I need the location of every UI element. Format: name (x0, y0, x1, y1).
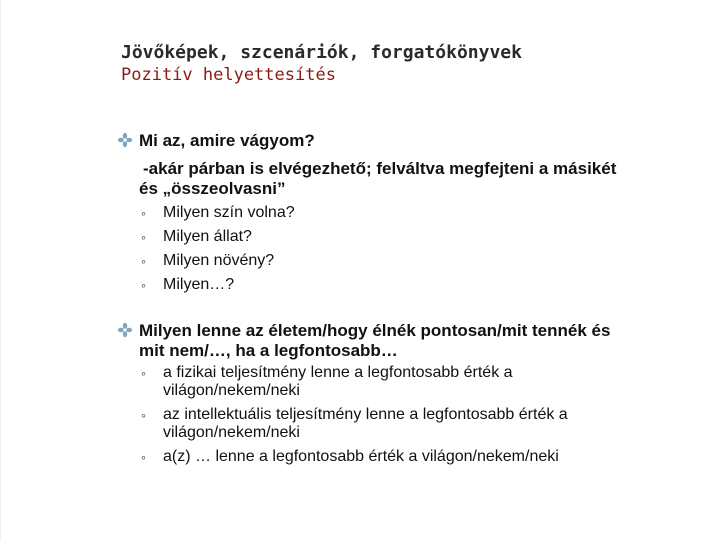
slide-title: Jövőképek, szcenáriók, forgatókönyvek (121, 42, 522, 63)
bullet-1-subitem (141, 252, 275, 270)
bullet-flower-icon (117, 132, 133, 148)
sub-bullet-icon: ◦ (141, 277, 146, 293)
sub-bullet-icon: ◦ (141, 449, 146, 465)
sub-bullet-icon: ◦ (141, 407, 146, 423)
bullet-1-continuation-2: és „összeolvasni” (139, 179, 286, 198)
subitem-text: Milyen növény? (163, 252, 275, 269)
bullet-1 (139, 132, 315, 150)
bullet-2 (139, 322, 610, 340)
title-block (121, 42, 522, 86)
bullet-1-text: Mi az, amire vágyom? (139, 131, 315, 150)
sub-bullet-icon: ◦ (141, 229, 146, 245)
subitem-text: Milyen…? (163, 276, 235, 293)
bullet-2-subitem (141, 364, 513, 382)
bullet-2-subitem-continuation: világon/nekem/neki (163, 424, 300, 441)
subitem-text-line-1: az intellektuális teljesítmény lenne a legfontosabb érték a (163, 406, 568, 423)
sub-bullet-icon: ◦ (141, 205, 146, 221)
sub-bullet-icon: ◦ (141, 253, 146, 269)
bullet-2-subitem (141, 406, 568, 424)
bullet-1-subitem (141, 228, 252, 246)
bullet-flower-icon (117, 322, 133, 338)
slide-subtitle: Pozitív helyettesítés (121, 65, 336, 85)
bullet-2-text-line-1: Milyen lenne az életem/hogy élnék pontosan/mit tennék és (139, 321, 611, 340)
subitem-text-line-1: a(z) … lenne a legfontosabb érték a világon/nekem/neki (163, 448, 559, 465)
bullet-1-subitem (141, 204, 295, 222)
subitem-text: Milyen szín volna? (163, 204, 295, 221)
sub-bullet-icon: ◦ (141, 365, 146, 381)
bullet-1-subitem (141, 276, 235, 294)
bullet-2-subitem-continuation: világon/nekem/neki (163, 382, 300, 399)
bullet-2-subitem (141, 448, 559, 466)
subitem-text: Milyen állat? (163, 228, 252, 245)
bullet-2-text-line-2: mit nem/…, ha a legfontosabb… (139, 341, 398, 360)
bullet-1-continuation-1: -akár párban is elvégezhető; felváltva megfejteni a másikét (143, 159, 617, 178)
subitem-text-line-1: a fizikai teljesítmény lenne a legfontosabb érték a (163, 364, 513, 381)
